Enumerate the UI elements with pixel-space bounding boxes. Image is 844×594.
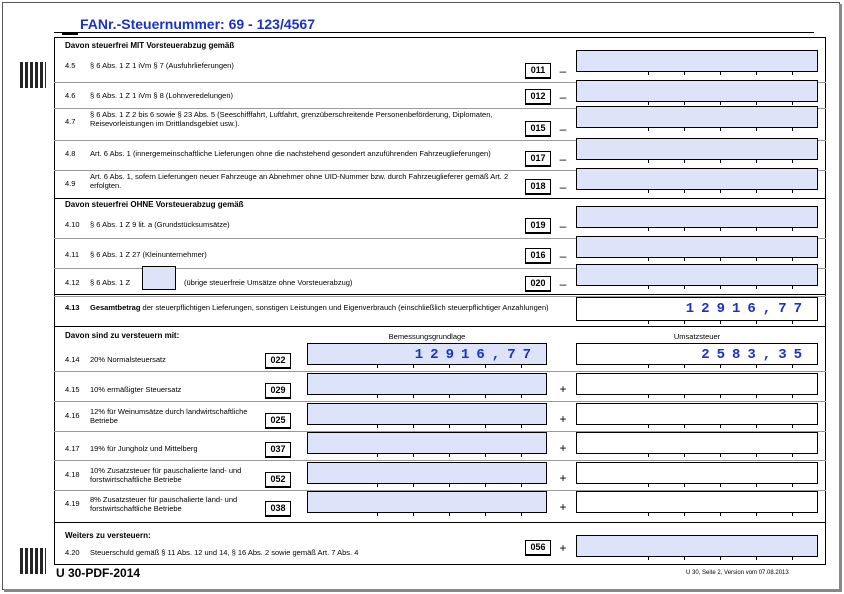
column-header-base: Bemessungsgrundlage: [388, 332, 466, 341]
row-description: § 6 Abs. 1 Z: [90, 278, 131, 287]
amount-value: 2583,35: [701, 347, 809, 363]
row-number: 4.8: [65, 149, 76, 158]
row-description: Steuerschuld gemäß § 11 Abs. 12 und 14, § 16 Abs. 2 sowie gemäß Art. 7 Abs. 4: [90, 548, 359, 557]
section-title-ohne: Davon steuerfrei OHNE Vorsteuerabzug gemäß: [65, 200, 244, 209]
row-divider: [54, 371, 826, 372]
field-code: 015: [525, 121, 551, 137]
field-code: 029: [265, 383, 291, 399]
row-description: Art. 6 Abs. 1, sofern Lieferungen neuer Fahrzeuge an Abnehmer ohne UID-Nummer bzw. durch Fahrzeuglieferer gemäß Art. 2 erfolgten.: [90, 172, 509, 190]
row-number: 4.6: [65, 91, 76, 100]
row-divider: [54, 326, 826, 327]
row-number: 4.5: [65, 61, 76, 70]
sign-symbol: –: [559, 249, 567, 263]
row-number: 4.16: [65, 411, 80, 420]
amount-input[interactable]: [576, 535, 818, 557]
section-title-mit: Davon steuerfrei MIT Vorsteuerabzug gemäß: [65, 41, 235, 50]
section-title-versteuern: Davon sind zu versteuern mit:: [65, 331, 180, 340]
form-id: U 30-PDF-2014: [56, 566, 141, 580]
field-code: 052: [265, 472, 291, 488]
amount-value: 12916,77: [685, 301, 809, 317]
row-number: 4.15: [65, 385, 80, 394]
row-number: 4.18: [65, 470, 80, 479]
field-code: 056: [525, 540, 551, 556]
sign-symbol: –: [559, 64, 567, 78]
field-code: 025: [265, 413, 291, 429]
row-divider: [54, 198, 826, 199]
base-amount-input[interactable]: [307, 373, 547, 395]
tax-amount-field[interactable]: [576, 373, 818, 395]
sign-symbol: +: [559, 471, 567, 485]
row-description: § 6 Abs. 1 Z 27 (Kleinunternehmer): [90, 250, 207, 259]
title-rule: [54, 32, 814, 33]
barcode-icon: [20, 62, 46, 88]
row-description-suffix: (übrige steuerfreie Umsätze ohne Vorsteuerabzug): [184, 278, 353, 287]
sign-symbol: –: [559, 277, 567, 291]
row-number: 4.17: [65, 444, 80, 453]
row-description: § 6 Abs. 1 Z 1 iVm § 8 (Lohnveredelungen): [90, 91, 234, 100]
row-number: 4.11: [65, 250, 80, 259]
tax-amount-field[interactable]: [576, 343, 818, 365]
field-code: 022: [265, 353, 291, 369]
base-amount-input[interactable]: [307, 343, 547, 365]
field-code: 012: [525, 89, 551, 105]
row-divider: [54, 522, 826, 523]
field-code: 038: [265, 501, 291, 517]
row-number: 4.20: [65, 548, 80, 557]
base-amount-input[interactable]: [307, 462, 547, 484]
barcode-icon: [20, 548, 46, 574]
section-title-weiters: Weiters zu versteuern:: [65, 531, 151, 540]
tax-amount-field[interactable]: [576, 403, 818, 425]
amount-value: 12916,77: [414, 347, 538, 363]
row-description: Art. 6 Abs. 1 (innergemeinschaftliche Lieferungen ohne die nachstehend gesondert anzuführenden Fahrzeuglieferungen): [90, 149, 491, 158]
row-description: 20% Normalsteuersatz: [90, 355, 166, 364]
sign-symbol: –: [559, 219, 567, 233]
sign-symbol: –: [559, 180, 567, 194]
amount-input[interactable]: [576, 168, 818, 190]
sign-symbol: –: [559, 90, 567, 104]
row-divider: [54, 401, 826, 402]
amount-input[interactable]: [576, 138, 818, 160]
column-header-tax: Umsatzsteuer: [673, 332, 721, 341]
row-number: 4.10: [65, 220, 80, 229]
sign-symbol: +: [559, 441, 567, 455]
tax-amount-field[interactable]: [576, 432, 818, 454]
row-divider: [54, 294, 826, 295]
row-description-text: der steuerpflichtigen Lieferungen, sonstigen Leistungen und Eigenverbrauch (einschließlich steuerpflichtiger Anzahlungen): [140, 303, 549, 312]
sign-symbol: +: [559, 541, 567, 555]
field-code: 017: [525, 151, 551, 167]
total-amount-field[interactable]: [576, 297, 818, 321]
field-code: 011: [525, 63, 551, 79]
field-code: 019: [525, 218, 551, 234]
row-number: 4.7: [65, 117, 76, 126]
row-description: 12% für Weinumsätze durch landwirtschaftliche Betriebe: [90, 407, 248, 425]
paragraph-input[interactable]: [142, 266, 176, 290]
base-amount-input[interactable]: [307, 403, 547, 425]
form-version: U 30, Seite 2, Version vom 07.08.2013: [686, 570, 789, 576]
base-amount-input[interactable]: [307, 491, 547, 513]
page-shadow-bottom: [4, 589, 842, 592]
field-code: 020: [525, 276, 551, 292]
row-description: 10% ermäßigter Steuersatz: [90, 385, 182, 394]
tax-number-title: FANr.-Steuernummer: 69 - 123/4567: [80, 16, 315, 32]
tax-amount-field[interactable]: [576, 462, 818, 484]
amount-input[interactable]: [576, 80, 818, 102]
field-code: 037: [265, 442, 291, 458]
row-number: 4.9: [65, 179, 76, 188]
row-description: § 6 Abs. 1 Z 9 lit. a (Grundstücksumsätze): [90, 220, 230, 229]
row-description: § 6 Abs. 1 Z 2 bis 6 sowie § 23 Abs. 5 (Seeschifffahrt, Luftfahrt, grenzüberschreitende Personenbeförderung, Diplomaten, Reisevorleistungen im Drittlandsgebiet usw.).: [90, 110, 493, 128]
row-description: § 6 Abs. 1 Z 1 iVm § 7 (Ausfuhrlieferungen): [90, 61, 234, 70]
field-code: 018: [525, 179, 551, 195]
row-number: 4.14: [65, 355, 80, 364]
base-amount-input[interactable]: [307, 432, 547, 454]
field-code: 016: [525, 248, 551, 264]
sign-symbol: –: [559, 122, 567, 136]
row-number: 4.12: [65, 278, 80, 287]
row-description-bold: Gesamtbetrag: [90, 303, 141, 312]
row-description: 8% Zusatzsteuer für pauschalierte land- und forstwirtschaftliche Betriebe: [90, 495, 238, 513]
page-shadow-right: [839, 4, 842, 592]
row-number: 4.13: [65, 303, 80, 312]
amount-input[interactable]: [576, 206, 818, 228]
amount-input[interactable]: [576, 50, 818, 72]
amount-input[interactable]: [576, 264, 818, 286]
sign-symbol: +: [559, 412, 567, 426]
sign-symbol: –: [559, 152, 567, 166]
amount-input[interactable]: [576, 106, 818, 128]
row-description: 19% für Jungholz und Mittelberg: [90, 444, 198, 453]
title-marker: [62, 33, 78, 35]
row-description: 10% Zusatzsteuer für pauschalierte land- und forstwirtschaftliche Betriebe: [90, 466, 242, 484]
sign-symbol: +: [559, 382, 567, 396]
row-description: [90, 303, 550, 312]
row-divider: [54, 460, 826, 461]
sign-symbol: +: [559, 500, 567, 514]
amount-input[interactable]: [576, 236, 818, 258]
tax-amount-field[interactable]: [576, 491, 818, 513]
row-number: 4.19: [65, 499, 80, 508]
